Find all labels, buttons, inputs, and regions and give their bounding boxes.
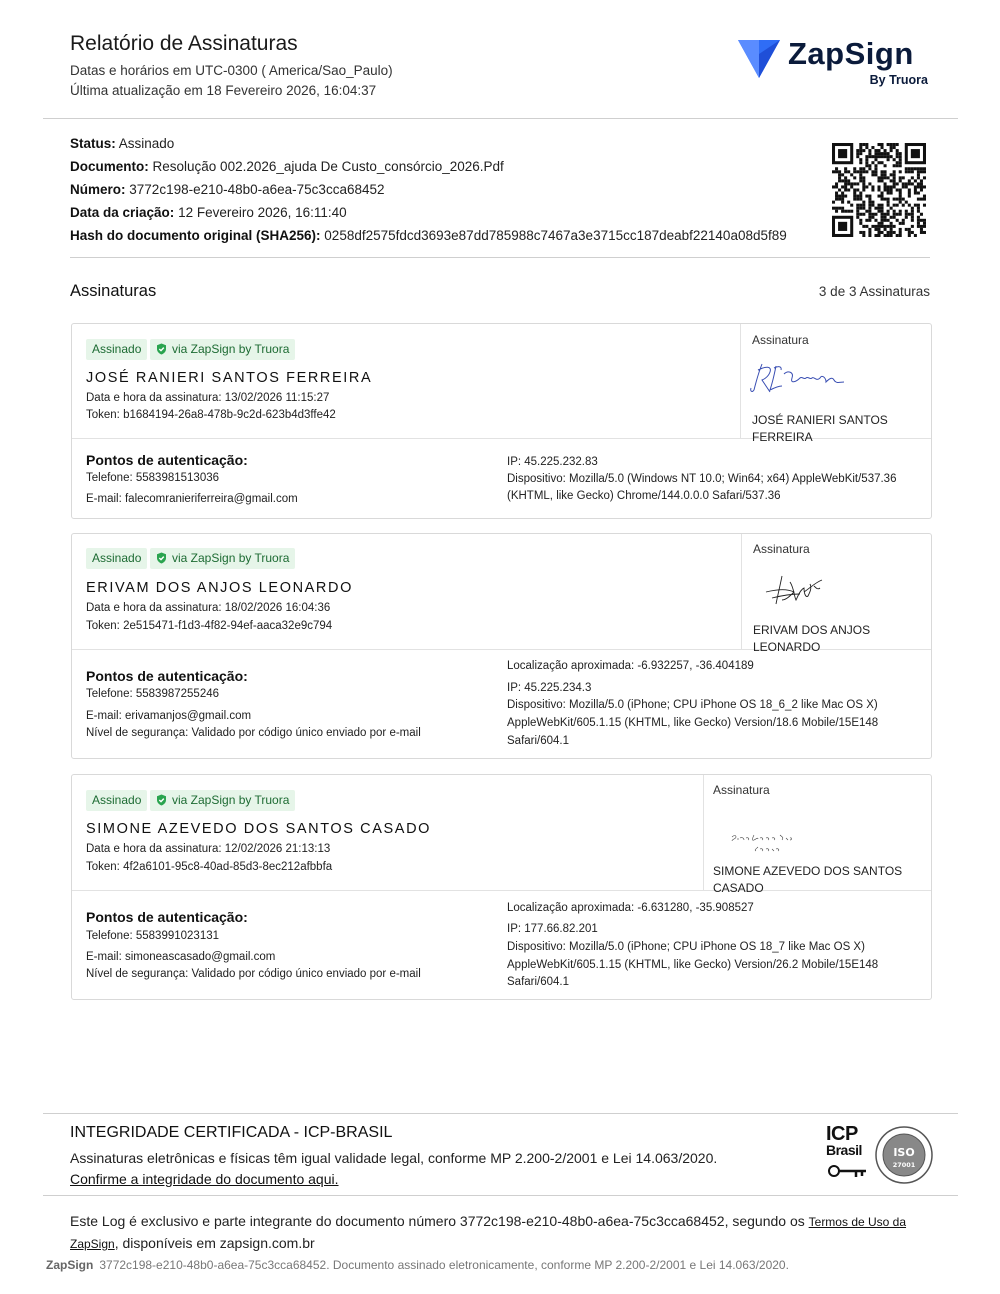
created-line: Data da criação: 12 Fevereiro 2026, 16:11:40: [70, 205, 347, 220]
zapsign-logo: [736, 36, 932, 92]
document-line: Documento: Resolução 002.2026_ajuda De Custo_consórcio_2026.Pdf: [70, 159, 504, 174]
signed-badge: Assinado: [86, 339, 147, 360]
signed-badge: Assinado: [86, 548, 147, 569]
document-name: Resolução 002.2026_ajuda De Custo_consórcio_2026.Pdf: [152, 159, 504, 174]
signer-ip: IP: 45.225.232.83: [507, 456, 598, 468]
signature-token: Token: b1684194-26a8-478b-9c2d-623b4d3ffe42: [86, 409, 336, 421]
signer-phone: Telefone: 5583987255246: [86, 688, 220, 700]
auth-points-title: Pontos de autenticação:: [86, 452, 248, 468]
icp-title: INTEGRIDADE CERTIFICADA - ICP-BRASIL: [70, 1124, 393, 1141]
signature-label: Assinatura: [713, 783, 770, 797]
info-divider: [70, 257, 930, 258]
bottom-brand: ZapSign: [46, 1258, 94, 1272]
handwritten-signature: [748, 360, 863, 396]
handwritten-signature: [760, 570, 830, 610]
signer-name: JOSÉ RANIERI SANTOS FERREIRA: [86, 370, 373, 386]
auth-points-title: Pontos de autenticação:: [86, 909, 248, 925]
header-divider: [43, 118, 958, 119]
log-notice: Este Log é exclusivo e parte integrante do documento número 3772c198-e210-48b0-a6ea-75c3cca68452, segundo os Termos de Uso da ZapSign, disponíveis em zapsign.com.br: [70, 1213, 907, 1251]
via-badge: via ZapSign by Truora: [150, 339, 295, 360]
created-date: 12 Fevereiro 2026, 16:11:40: [178, 205, 347, 220]
signature-name: SIMONE AZEVEDO DOS SANTOS: [713, 864, 903, 878]
security-level: Nível de segurança: Validado por código único enviado por e-mail: [86, 727, 421, 739]
signature-name-cont: CASADO: [713, 881, 764, 895]
last-updated: Última atualização em 18 Fevereiro 2026, 16:04:37: [70, 83, 377, 98]
via-badge: via ZapSign by Truora: [150, 790, 295, 811]
signer-ip: IP: 177.66.82.201: [507, 923, 598, 935]
signer-card: [71, 323, 932, 519]
signer-device-cont: AppleWebKit/605.1.15 (KHTML, like Gecko) Version/18.6 Mobile/15E148: [507, 717, 879, 729]
signer-device-cont2: Safari/604.1: [507, 735, 570, 747]
signer-phone: Telefone: 5583991023131: [86, 930, 220, 942]
signer-name: ERIVAM DOS ANJOS LEONARDO: [86, 580, 353, 596]
bottom-stamp: [46, 1258, 789, 1272]
signature-name: ERIVAM DOS ANJOS LEONARDO: [753, 623, 871, 654]
signer-device-cont2: Safari/604.1: [507, 976, 570, 988]
signature-token: Token: 4f2a6101-95c8-40ad-85d3-8ec212afbbfa: [86, 861, 333, 873]
signature-name: JOSÉ RANIERI SANTOS FERREIRA: [752, 413, 888, 444]
signatures-count: 3 de 3 Assinaturas: [818, 284, 930, 299]
bottom-text: 3772c198-e210-48b0-a6ea-75c3cca68452. Documento assinado eletronicamente, conforme MP 2.200-2/2001 e Lei 14.063/2020.: [99, 1258, 789, 1272]
signer-location: Localização aproximada: -6.631280, -35.908527: [507, 902, 754, 914]
number-line: Número: 3772c198-e210-48b0-a6ea-75c3cca68452: [70, 182, 385, 197]
shield-check-icon: [156, 552, 167, 564]
signer-device-cont: AppleWebKit/605.1.15 (KHTML, like Gecko) Version/26.2 Mobile/15E148: [507, 959, 879, 971]
signer-card: [71, 533, 932, 759]
logo-wordmark: ZapSign: [788, 36, 914, 71]
status-line: Status: Assinado: [70, 136, 175, 151]
signer-phone: Telefone: 5583981513036: [86, 472, 220, 484]
signer-email: E-mail: erivamanjos@gmail.com: [86, 710, 252, 722]
footer-divider: [43, 1113, 958, 1114]
via-badge: via ZapSign by Truora: [150, 548, 295, 569]
handwritten-signature: [728, 829, 808, 855]
signer-location: Localização aproximada: -6.932257, -36.404189: [507, 660, 754, 672]
signer-email: E-mail: falecomranieriferreira@gmail.com: [86, 493, 298, 505]
signer-email: E-mail: simoneascasado@gmail.com: [86, 951, 276, 963]
shield-check-icon: [156, 794, 167, 806]
signer-device-cont: (KHTML, like Gecko) Chrome/144.0.0.0 Safari/537.36: [507, 490, 781, 502]
icp-brasil-logo: [824, 1125, 934, 1185]
signer-card: [71, 774, 932, 1000]
iso-number: 27001: [892, 1161, 916, 1169]
document-number: 3772c198-e210-48b0-a6ea-75c3cca68452: [129, 182, 385, 197]
qr-code[interactable]: [832, 143, 926, 237]
footer-divider-2: [43, 1195, 958, 1196]
signer-name: SIMONE AZEVEDO DOS SANTOS CASADO: [86, 821, 432, 837]
signer-device: Dispositivo: Mozilla/5.0 (Windows NT 10.0; Win64; x64) AppleWebKit/537.36: [507, 473, 897, 485]
terms-of-use-link[interactable]: Termos de Uso da ZapSign: [70, 1215, 907, 1251]
signature-datetime: Data e hora da assinatura: 12/02/2026 21:13:13: [86, 843, 331, 855]
signature-token: Token: 2e515471-f1d3-4f82-94ef-aaca32e9c794: [86, 620, 333, 632]
timezone-note: Datas e horários em UTC-0300 ( America/Sao_Paulo): [70, 63, 393, 78]
zapsign-logo-icon: [736, 38, 782, 80]
report-title: Relatório de Assinaturas: [70, 32, 298, 55]
security-level: Nível de segurança: Validado por código único enviado por e-mail: [86, 968, 421, 980]
iso-seal-icon: [874, 1125, 934, 1185]
signatures-title: Assinaturas: [70, 282, 157, 300]
signer-device: Dispositivo: Mozilla/5.0 (iPhone; CPU iPhone OS 18_7 like Mac OS X): [507, 941, 865, 953]
signer-device: Dispositivo: Mozilla/5.0 (iPhone; CPU iPhone OS 18_6_2 like Mac OS X): [507, 699, 878, 711]
key-icon: [826, 1161, 870, 1181]
icp-logo-subtext: Brasil: [826, 1142, 862, 1158]
signature-datetime: Data e hora da assinatura: 18/02/2026 16:04:36: [86, 602, 331, 614]
logo-subtitle: By Truora: [869, 73, 928, 87]
signature-datetime: Data e hora da assinatura: 13/02/2026 11:15:27: [86, 392, 330, 404]
hash-line: Hash do documento original (SHA256): 0258df2575fdcd3693e87dd785988c7467a3e3715cc187deabf22140a08d5f89: [70, 228, 787, 243]
icp-text: Assinaturas eletrônicas e físicas têm igual validade legal, conforme MP 2.200-2/2001 e Lei 14.063/2020.: [70, 1150, 718, 1166]
auth-points-title: Pontos de autenticação:: [86, 668, 248, 684]
verify-integrity-link[interactable]: Confirme a integridade do documento aqui.: [70, 1171, 339, 1187]
signature-label: Assinatura: [753, 542, 810, 556]
status-value: Assinado: [118, 136, 175, 151]
document-hash: 0258df2575fdcd3693e87dd785988c7467a3e3715cc187deabf22140a08d5f89: [324, 228, 787, 243]
shield-check-icon: [156, 343, 167, 355]
signature-label: Assinatura: [752, 333, 809, 347]
signer-ip: IP: 45.225.234.3: [507, 682, 592, 694]
iso-label: ISO: [893, 1146, 915, 1159]
icp-logo-text: ICP: [826, 1123, 858, 1145]
signed-badge: Assinado: [86, 790, 147, 811]
